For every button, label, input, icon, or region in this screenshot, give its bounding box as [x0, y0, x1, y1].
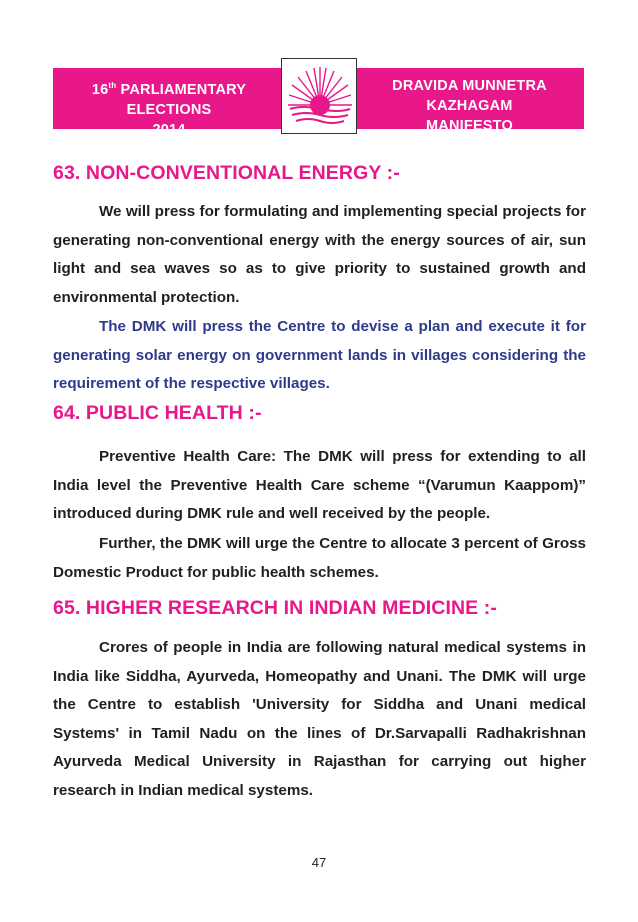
- section-heading-63: 63. NON-CONVENTIONAL ENERGY :-: [53, 162, 400, 184]
- section-heading-65: 65. HIGHER RESEARCH IN INDIAN MEDICINE :-: [53, 597, 497, 619]
- page-number: 47: [311, 855, 327, 870]
- election-title-suffix: th: [108, 81, 117, 90]
- party-logo: [281, 58, 357, 134]
- manifesto-label: MANIFESTO: [426, 118, 513, 134]
- election-title-number: 16: [91, 82, 109, 98]
- rising-sun-logo-icon: [282, 59, 358, 135]
- election-year: 2014: [152, 122, 186, 138]
- party-name: DRAVIDA MUNNETRA KAZHAGAM: [392, 78, 547, 114]
- election-title-text: PARLIAMENTARY ELECTIONS: [116, 82, 247, 118]
- election-title: [53, 76, 285, 140]
- paragraph-health-2: Further, the DMK will urge the Centre to allocate 3 percent of Gross Domestic Product for public health schemes.: [53, 535, 586, 581]
- paragraph-energy-1: We will press for formulating and implementing special projects for generating non-conventional energy with the energy sources of air, sun light and sea waves so as to give priority to sustained growth and environmental protection.: [53, 203, 586, 306]
- paragraph-medicine-1: Crores of people in India are following natural medical systems in India like Siddha, Ayurveda, Homeopathy and Unani. The DMK will urge the Centre to establish 'University for Siddha and Unani medical Systems' in Tamil Nadu on the lines of Dr.Sarvapalli Radhakrishnan Ayurveda Medical University in Rajasthan for carrying out higher research in Indian medical systems.: [53, 639, 586, 799]
- party-title: [355, 76, 584, 136]
- paragraph-energy-2: The DMK will press the Centre to devise a plan and execute it for generating solar energy on government lands in villages considering the requirement of the respective villages.: [53, 318, 586, 392]
- section-heading-64: 64. PUBLIC HEALTH :-: [53, 402, 262, 424]
- paragraph-health-1: Preventive Health Care: The DMK will press for extending to all India level the Preventive Health Care scheme “(Varumun Kaappom)” introduced during DMK rule and well received by the people.: [53, 448, 586, 522]
